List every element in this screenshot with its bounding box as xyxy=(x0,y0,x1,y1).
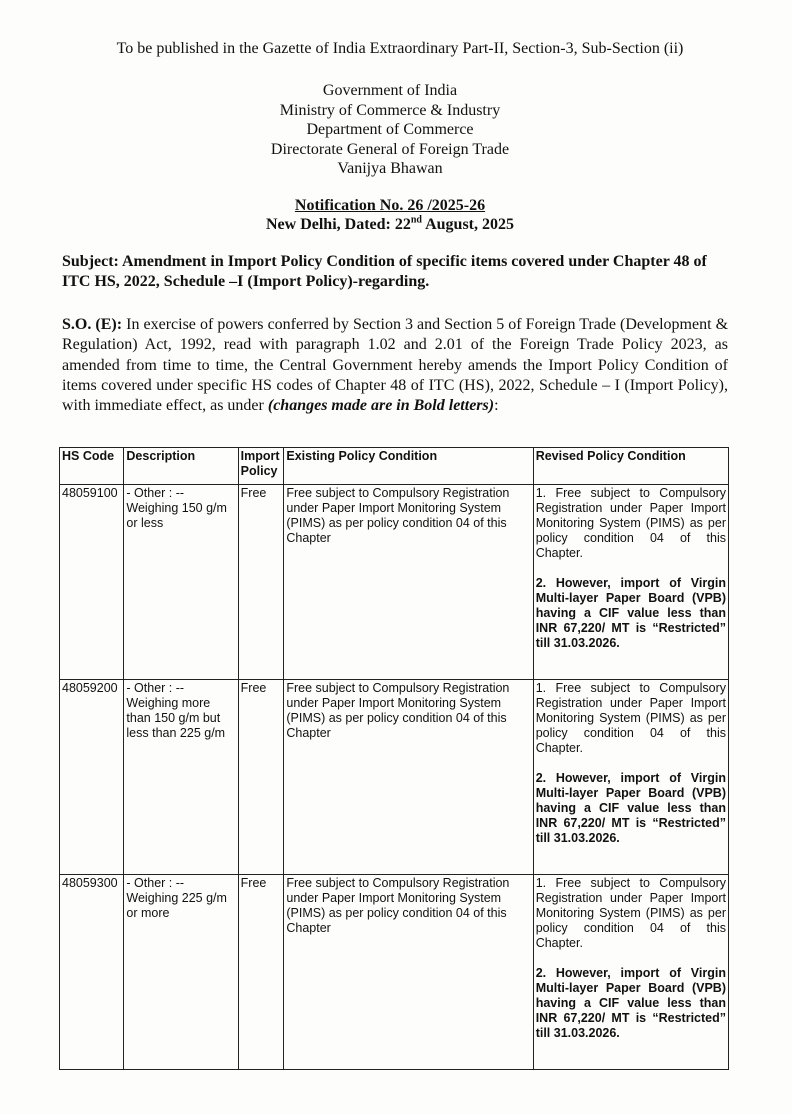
revised-point-1: 1. Free subject to Compulsory Registration under Paper Import Monitoring System (PIMS) as per policy condition 04 of this Chapter. xyxy=(535,876,726,950)
issuing-authority xyxy=(200,81,580,179)
revised-point-2: 2. However, import of Virgin Multi-layer Paper Board (VPB) having a CIF value less than INR 67,220/ MT is “Restricted” till 31.03.2026. xyxy=(535,576,726,650)
bold-changes-note: (changes made are in Bold letters) xyxy=(267,397,495,415)
cell-hs-code: 48059200 xyxy=(60,680,124,875)
cell-import-policy: Free xyxy=(238,875,284,1070)
cell-description: - Other : -- Weighing 150 g/m or less xyxy=(124,485,238,680)
directorate-line: Directorate General of Foreign Trade xyxy=(270,140,510,158)
revised-point-2: 2. However, import of Virgin Multi-layer Paper Board (VPB) having a CIF value less than INR 67,220/ MT is “Restricted” till 31.03.2026. xyxy=(535,771,726,845)
cell-existing-condition: Free subject to Compulsory Registration under Paper Import Monitoring System (PIMS) as per policy condition 04 of this Chapter xyxy=(284,875,533,1070)
subject-line: Subject: Amendment in Import Policy Condition of specific items covered under Chapter 48 of ITC HS, 2022, Schedule –I (Import Policy)-regarding. xyxy=(62,253,707,290)
cell-revised-condition xyxy=(533,680,728,875)
revised-point-2: 2. However, import of Virgin Multi-layer Paper Board (VPB) having a CIF value less than INR 67,220/ MT is “Restricted” till 31.03.2026. xyxy=(535,966,726,1040)
notification-date: New Delhi, Dated: 22nd August, 2025 xyxy=(265,214,515,233)
header-hs-code: HS Code xyxy=(60,448,124,485)
department-line: Department of Commerce xyxy=(306,121,474,138)
table-row xyxy=(60,680,729,875)
notification-number: Notification No. 26 /2025-26 xyxy=(294,197,486,214)
cell-existing-condition: Free subject to Compulsory Registration under Paper Import Monitoring System (PIMS) as per policy condition 04 of this Chapter xyxy=(284,680,533,875)
cell-description: - Other : -- Weighing 225 g/m or more xyxy=(124,875,238,1070)
header-import-policy: Import Policy xyxy=(238,448,284,485)
order-text: S.O. (E): In exercise of powers conferred by Section 3 and Section 5 of Foreign Trade (Development & Regulation) Act, 1992, read with paragraph 1.02 and 2.01 of the Foreign Trade Policy 2023, as amended from time to time, the Central Government hereby amends the Import Policy Condition of items covered under specific HS codes of Chapter 48 of ITC (HS), 2022, Schedule – I (Import Policy), with immediate effect, as under (changes made are in Bold letters): xyxy=(62,316,729,415)
cell-description: - Other : -- Weighing more than 150 g/m but less than 225 g/m xyxy=(124,680,238,875)
header-revised-condition: Revised Policy Condition xyxy=(533,448,728,485)
ministry-line: Ministry of Commerce & Industry xyxy=(279,101,501,119)
header-existing-condition: Existing Policy Condition xyxy=(284,448,533,485)
cell-revised-condition xyxy=(533,875,728,1070)
cell-hs-code: 48059100 xyxy=(60,485,124,680)
so-label: S.O. (E): xyxy=(62,316,123,333)
office-line: Vanijya Bhawan xyxy=(337,160,443,177)
cell-revised-condition xyxy=(533,485,728,680)
table-row xyxy=(60,875,729,1070)
revised-point-1: 1. Free subject to Compulsory Registration under Paper Import Monitoring System (PIMS) as per policy condition 04 of this Chapter. xyxy=(535,681,726,755)
table-row xyxy=(60,485,729,680)
table-header-row xyxy=(60,448,729,485)
cell-import-policy: Free xyxy=(238,680,284,875)
cell-existing-condition: Free subject to Compulsory Registration under Paper Import Monitoring System (PIMS) as per policy condition 04 of this Chapter xyxy=(284,485,533,680)
cell-hs-code: 48059300 xyxy=(60,875,124,1070)
cell-import-policy: Free xyxy=(238,485,284,680)
revised-point-1: 1. Free subject to Compulsory Registration under Paper Import Monitoring System (PIMS) as per policy condition 04 of this Chapter. xyxy=(535,486,726,560)
government-line: Government of India xyxy=(322,82,458,99)
notification-block xyxy=(200,196,580,234)
policy-table xyxy=(59,447,729,1070)
gazette-line: To be published in the Gazette of India Extraordinary Part-II, Section-3, Sub-Section (ii) xyxy=(116,40,684,57)
header-description: Description xyxy=(124,448,238,485)
